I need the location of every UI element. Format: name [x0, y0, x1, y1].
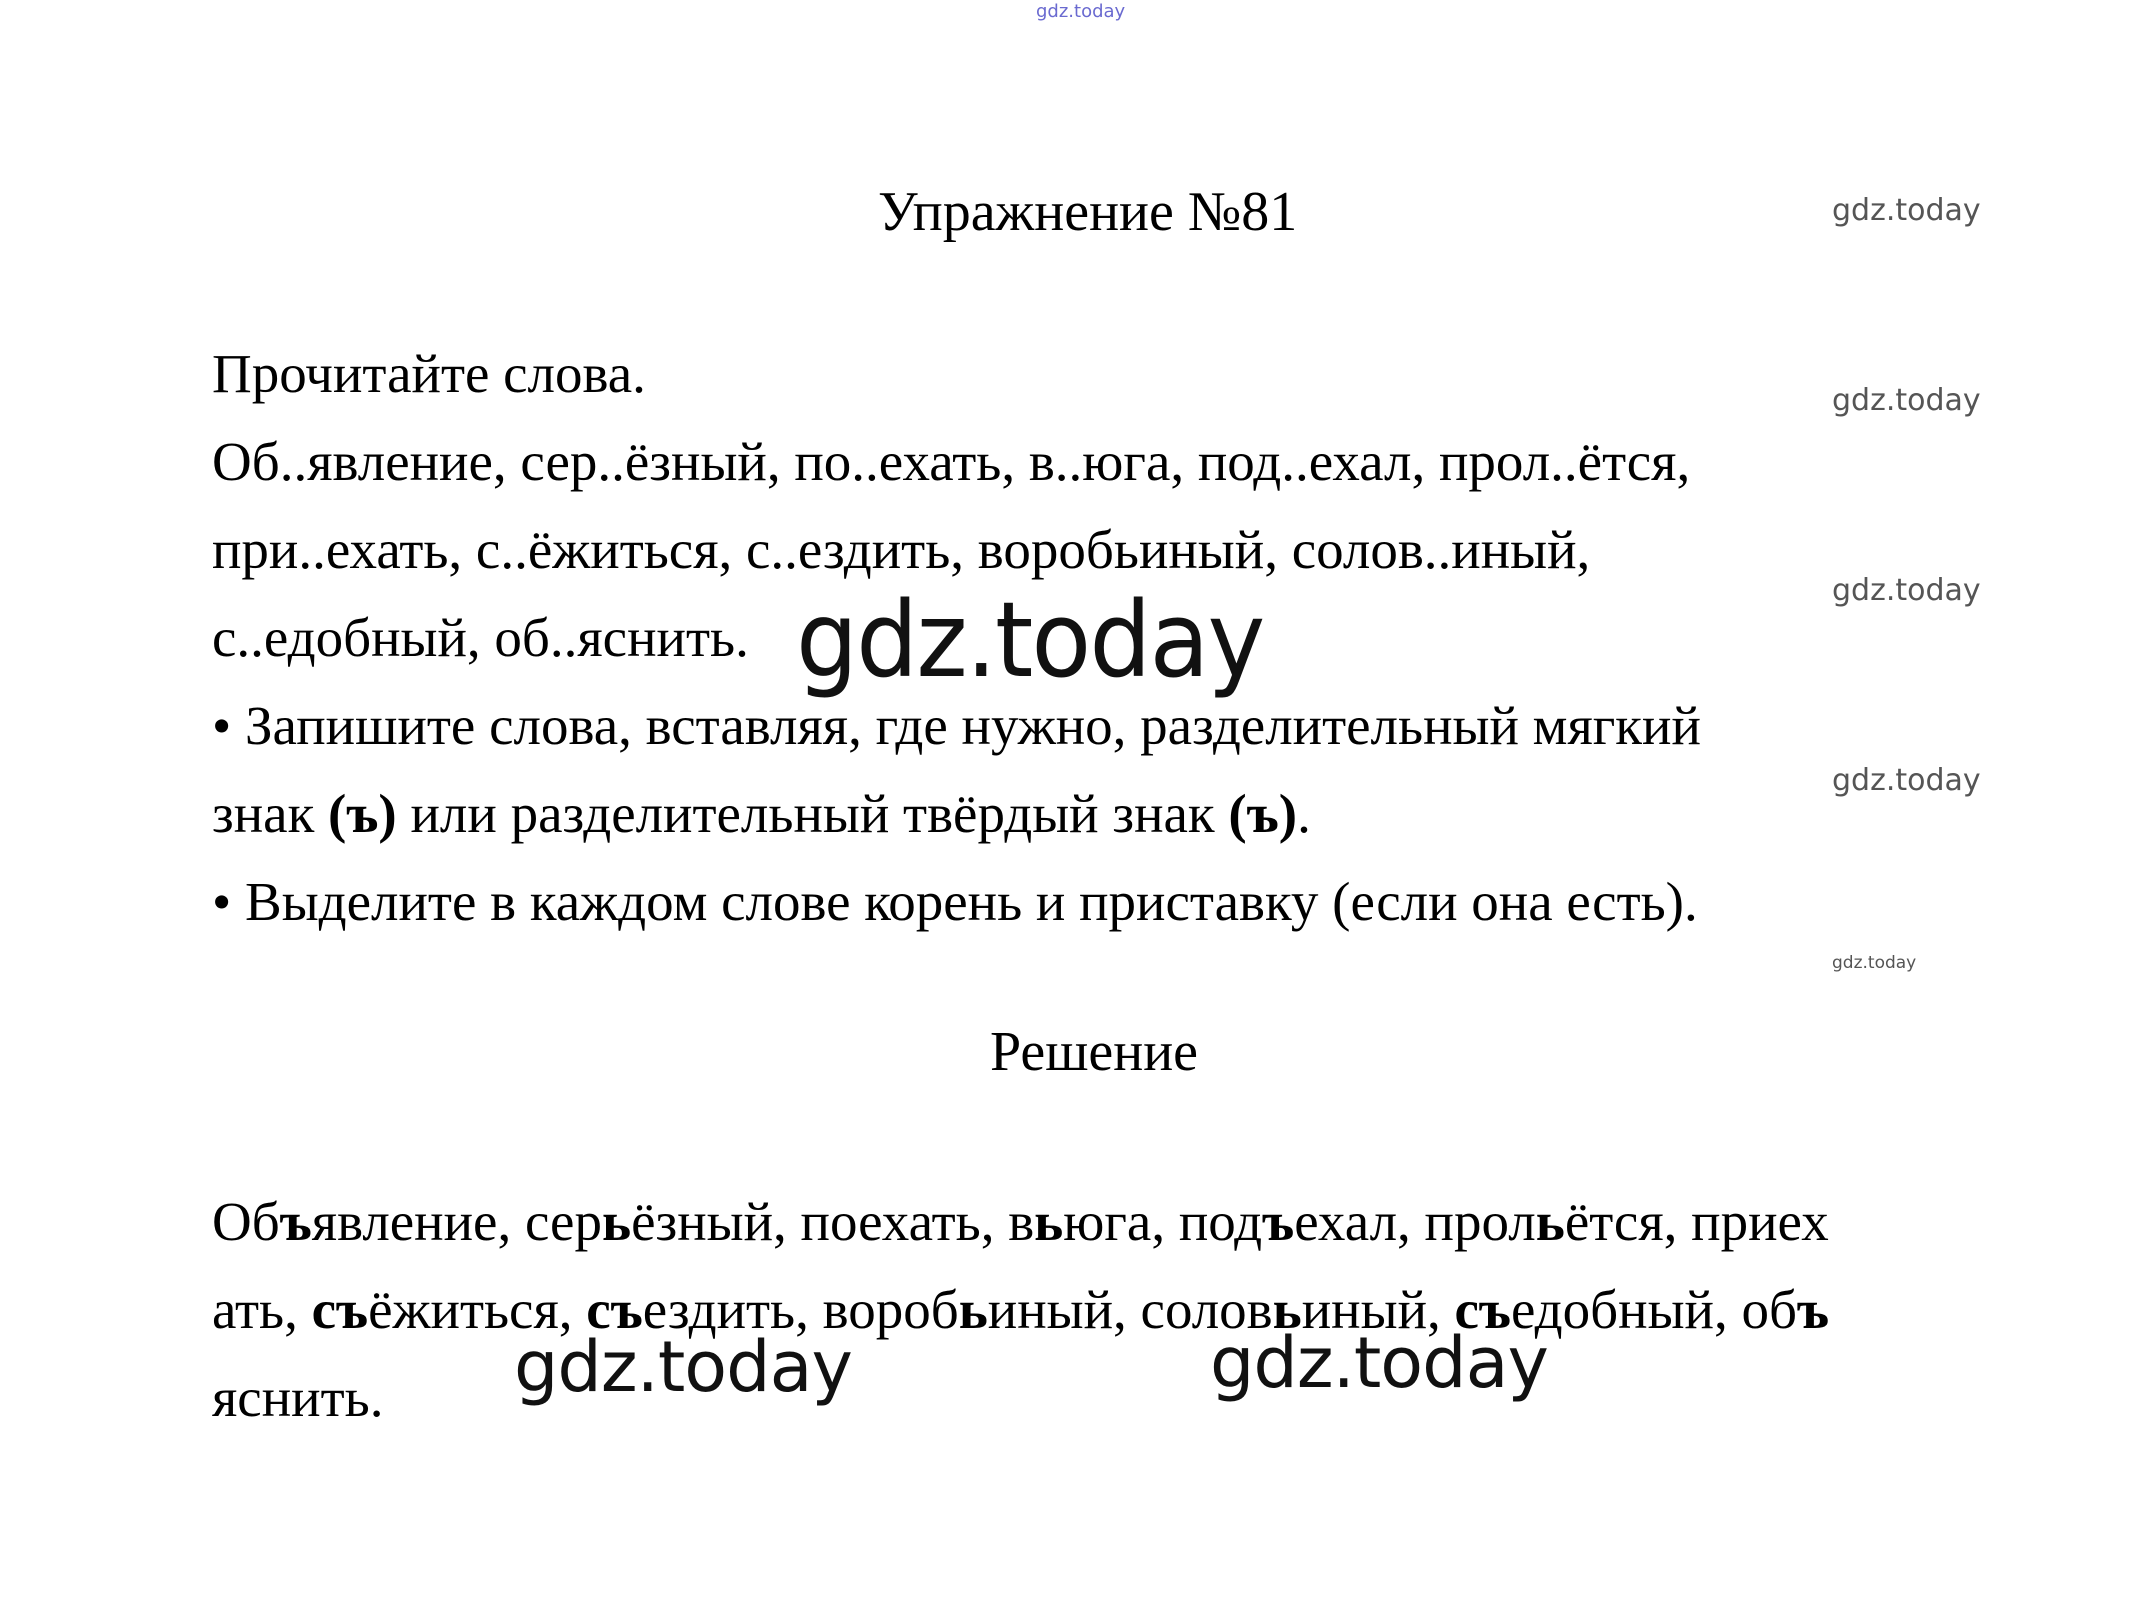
- watermark-bottom-right: gdz.today: [1210, 1322, 1548, 1404]
- solution-line-3: [212, 1367, 384, 1428]
- inserted-sign: съ: [311, 1279, 369, 1340]
- watermark-right-5: gdz.today: [1832, 953, 1917, 973]
- inserted-sign: ь: [958, 1279, 988, 1340]
- task-instruction-1-line-2: [212, 783, 1311, 844]
- soft-sign-label: (ъ): [328, 783, 397, 844]
- inserted-sign: ь: [1034, 1191, 1064, 1252]
- solution-text: явление, сер: [311, 1191, 602, 1252]
- exercise-title: Упражнение №81: [878, 181, 1298, 243]
- inserted-sign: ь: [1272, 1279, 1302, 1340]
- solution-text: ёзный, поехать, в: [631, 1191, 1035, 1252]
- task-instruction-1-line-1: • Запишите слова, вставляя, где нужно, разделительный мягкий: [212, 695, 1701, 756]
- solution-text: Об: [212, 1191, 280, 1252]
- task-words-line-3: с..едобный, об..яснить.: [212, 607, 749, 668]
- inserted-sign: съ: [1454, 1279, 1511, 1340]
- watermark-right-2: gdz.today: [1832, 383, 1981, 418]
- inserted-sign: ь: [601, 1191, 632, 1252]
- task-instruction-2: • Выделите в каждом слове корень и приставку (если она есть).: [212, 871, 1698, 932]
- solution-text: юга, под: [1063, 1191, 1263, 1252]
- solution-text: едобный, об: [1511, 1279, 1797, 1340]
- watermark-right-1: gdz.today: [1832, 193, 1981, 228]
- watermark-top: gdz.today: [1036, 1, 1126, 22]
- solution-text: яснить.: [212, 1367, 384, 1428]
- solution-text: ётся, приех: [1564, 1191, 1829, 1252]
- watermark-large: gdz.today: [796, 579, 1264, 701]
- solution-line-2: [212, 1279, 1830, 1340]
- solution-text: иный,: [1301, 1279, 1455, 1340]
- solution-text: ать,: [212, 1279, 312, 1340]
- hard-sign-label: (ъ): [1228, 783, 1298, 844]
- solution-text: иный, солов: [987, 1279, 1273, 1340]
- solution-title: Решение: [990, 1021, 1199, 1083]
- inserted-sign: ъ: [279, 1191, 312, 1252]
- inserted-sign: съ: [586, 1279, 643, 1340]
- task-words-line-1: Об..явление, сер..ёзный, по..ехать, в..юга, под..ехал, прол..ётся,: [212, 431, 1691, 492]
- solution-line-1: [212, 1191, 1829, 1252]
- inserted-sign: ь: [1535, 1191, 1565, 1252]
- watermark-bottom-left: gdz.today: [514, 1326, 852, 1408]
- instruction-text-c: .: [1297, 783, 1311, 844]
- watermark-right-3: gdz.today: [1832, 573, 1981, 608]
- task-words-line-2: при..ехать, с..ёжиться, с..ездить, воробьиный, солов..иный,: [212, 519, 1591, 580]
- watermark-right-4: gdz.today: [1832, 763, 1981, 798]
- inserted-sign: ъ: [1262, 1191, 1295, 1252]
- inserted-sign: ъ: [1796, 1279, 1830, 1340]
- solution-text: ехал, прол: [1294, 1191, 1536, 1252]
- solution-text: ёжиться,: [368, 1279, 587, 1340]
- solution-text: ездить, вороб: [642, 1279, 959, 1340]
- task-intro: Прочитайте слова.: [212, 343, 646, 404]
- instruction-text-a: знак: [212, 783, 329, 844]
- instruction-text-b: или разделительный твёрдый знак: [396, 783, 1229, 844]
